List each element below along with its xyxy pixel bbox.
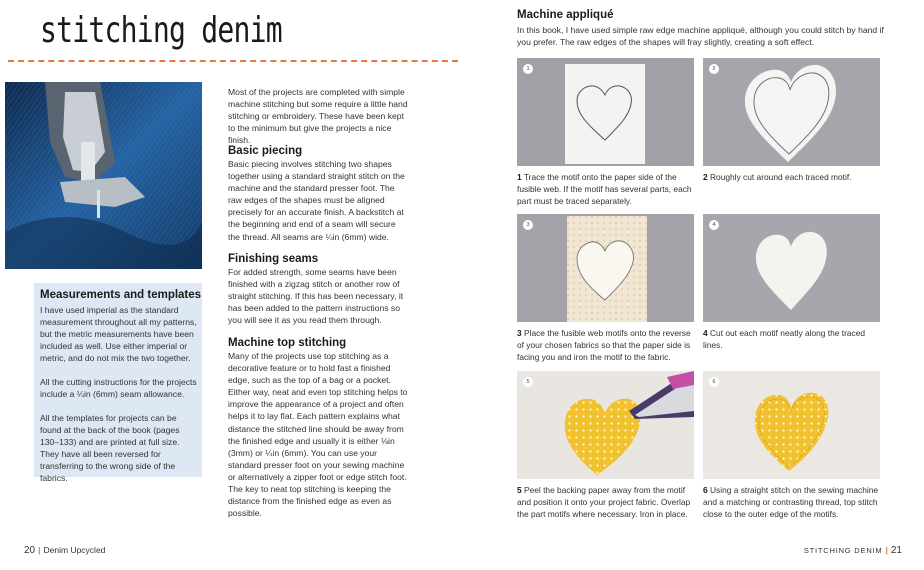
step-photo [703, 214, 880, 322]
appliqué-intro: In this book, I have used simple raw edge machine appliqué, although you could stitch by hand if you prefer. The raw edges of the shapes will fray slightly, creating a soft effect. [517, 25, 884, 47]
step-text: Place the fusible web motifs onto the reverse of your chosen fabrics so that the paper side is facing you and iron the motif to the fabric. [517, 328, 691, 362]
step-text: Cut out each motif neatly along the traced lines. [703, 328, 866, 350]
section-text: Many of the projects use top stitching as a decorative feature or to hold fast a finished edge, such as the top of a bag or a pocket. Either way, neat and even top stitching helps to improve the appearance of a project and often helps it to lay flat. Each pattern explains what distance the stitched line should be away from the finished edge and usually it is either ⅛in (3mm) or ¼in (6mm). You can use your standard presser foot on your sewing machine or alternatively a zipper foot or edge stitch foot. The key to neat top stitching is keeping the distance from the finished edge as even as possible. [228, 351, 408, 519]
step-text: Using a straight stitch on the sewing machine and a matching or contrasting thread, top stitch close to the outer edge of the motifs. [703, 485, 879, 519]
section-heading: Finishing seams [228, 253, 319, 265]
step-caption [703, 171, 885, 183]
sidebar-paragraph: All the cutting instructions for the projects include a ¼in (6mm) seam allowance. [40, 377, 197, 399]
sidebar-heading: Measurements and templates [40, 289, 202, 301]
page-title: stitching denim [40, 10, 282, 51]
step-number-badge: 2 [709, 64, 719, 74]
step-caption [517, 327, 699, 363]
sidebar-paragraph: I have used imperial as the standard measurement throughout all my patterns, but the metric measurements have been included as well. Use either imperial or metric, and do not mix the two together. [40, 305, 197, 363]
intro-paragraph: Most of the projects are completed with simple machine stitching but some require a little hand stitching or embroidery. These have been kept to the minimum but give the projects a nice finish. [228, 87, 408, 146]
sidebar-paragraph: All the templates for projects can be found at the back of the book (pages 130–133) and are printed at full size. They have all been reversed for transferring to the wrong side of the fabrics. [40, 413, 180, 483]
step-caption [517, 171, 699, 207]
step-number: 3 [517, 328, 522, 338]
page-number: 21 [890, 545, 902, 556]
step-number-badge: 6 [709, 377, 719, 387]
step-text: Trace the motif onto the paper side of the fusible web. If the motif has several parts, each part must be traced separately. [517, 172, 692, 206]
right-folio: STITCHING DENIM | 21 [803, 545, 902, 556]
step-number: 6 [703, 485, 708, 495]
step-number: 5 [517, 485, 522, 495]
section-text: Basic piecing involves stitching two shapes together using a standard straight stitch on the machine and the standard presser foot. The raw edges of the shapes must be aligned precisely for an accurate finish. A backstitch at the beginning and end of a seam will secure the thread. All seams are ¼in (6mm) wide. [228, 159, 405, 242]
step-number-badge: 3 [523, 220, 533, 230]
step-photo [517, 214, 694, 322]
running-head: Denim Upcycled [43, 545, 106, 555]
section-text: For added strength, some seams have been finished with a zigzag stitch or another row of straight stitching. If this has been necessary, it has been added to the pattern instructions so you will see it as you read them through. [228, 267, 404, 326]
section-heading: Machine top stitching [228, 337, 347, 349]
step-caption [703, 327, 885, 351]
step-photo [517, 58, 694, 166]
step-text: Peel the backing paper away from the motif and position it onto your project fabric. Overlap the part motifs where necessary. Iron in place. [517, 485, 691, 519]
running-head: STITCHING DENIM [803, 546, 883, 555]
step-number: 1 [517, 172, 522, 182]
step-photo [703, 371, 880, 479]
sewing-machine-photo [5, 82, 202, 269]
step-number-badge: 5 [523, 377, 533, 387]
step-number: 4 [703, 328, 708, 338]
section-heading: Basic piecing [228, 145, 303, 157]
step-number: 2 [703, 172, 708, 182]
step-caption [517, 484, 699, 520]
step-text: Roughly cut around each traced motif. [710, 172, 852, 182]
step-caption [703, 484, 885, 520]
step-number-badge: 1 [523, 64, 533, 74]
step-number-badge: 4 [709, 220, 719, 230]
appliqué-heading: Machine appliqué [517, 9, 614, 21]
dashed-divider [8, 60, 458, 62]
page-number: 20 [24, 545, 36, 556]
step-photo [517, 371, 694, 479]
step-photo [703, 58, 880, 166]
left-folio: 20 | Denim Upcycled [24, 545, 106, 556]
